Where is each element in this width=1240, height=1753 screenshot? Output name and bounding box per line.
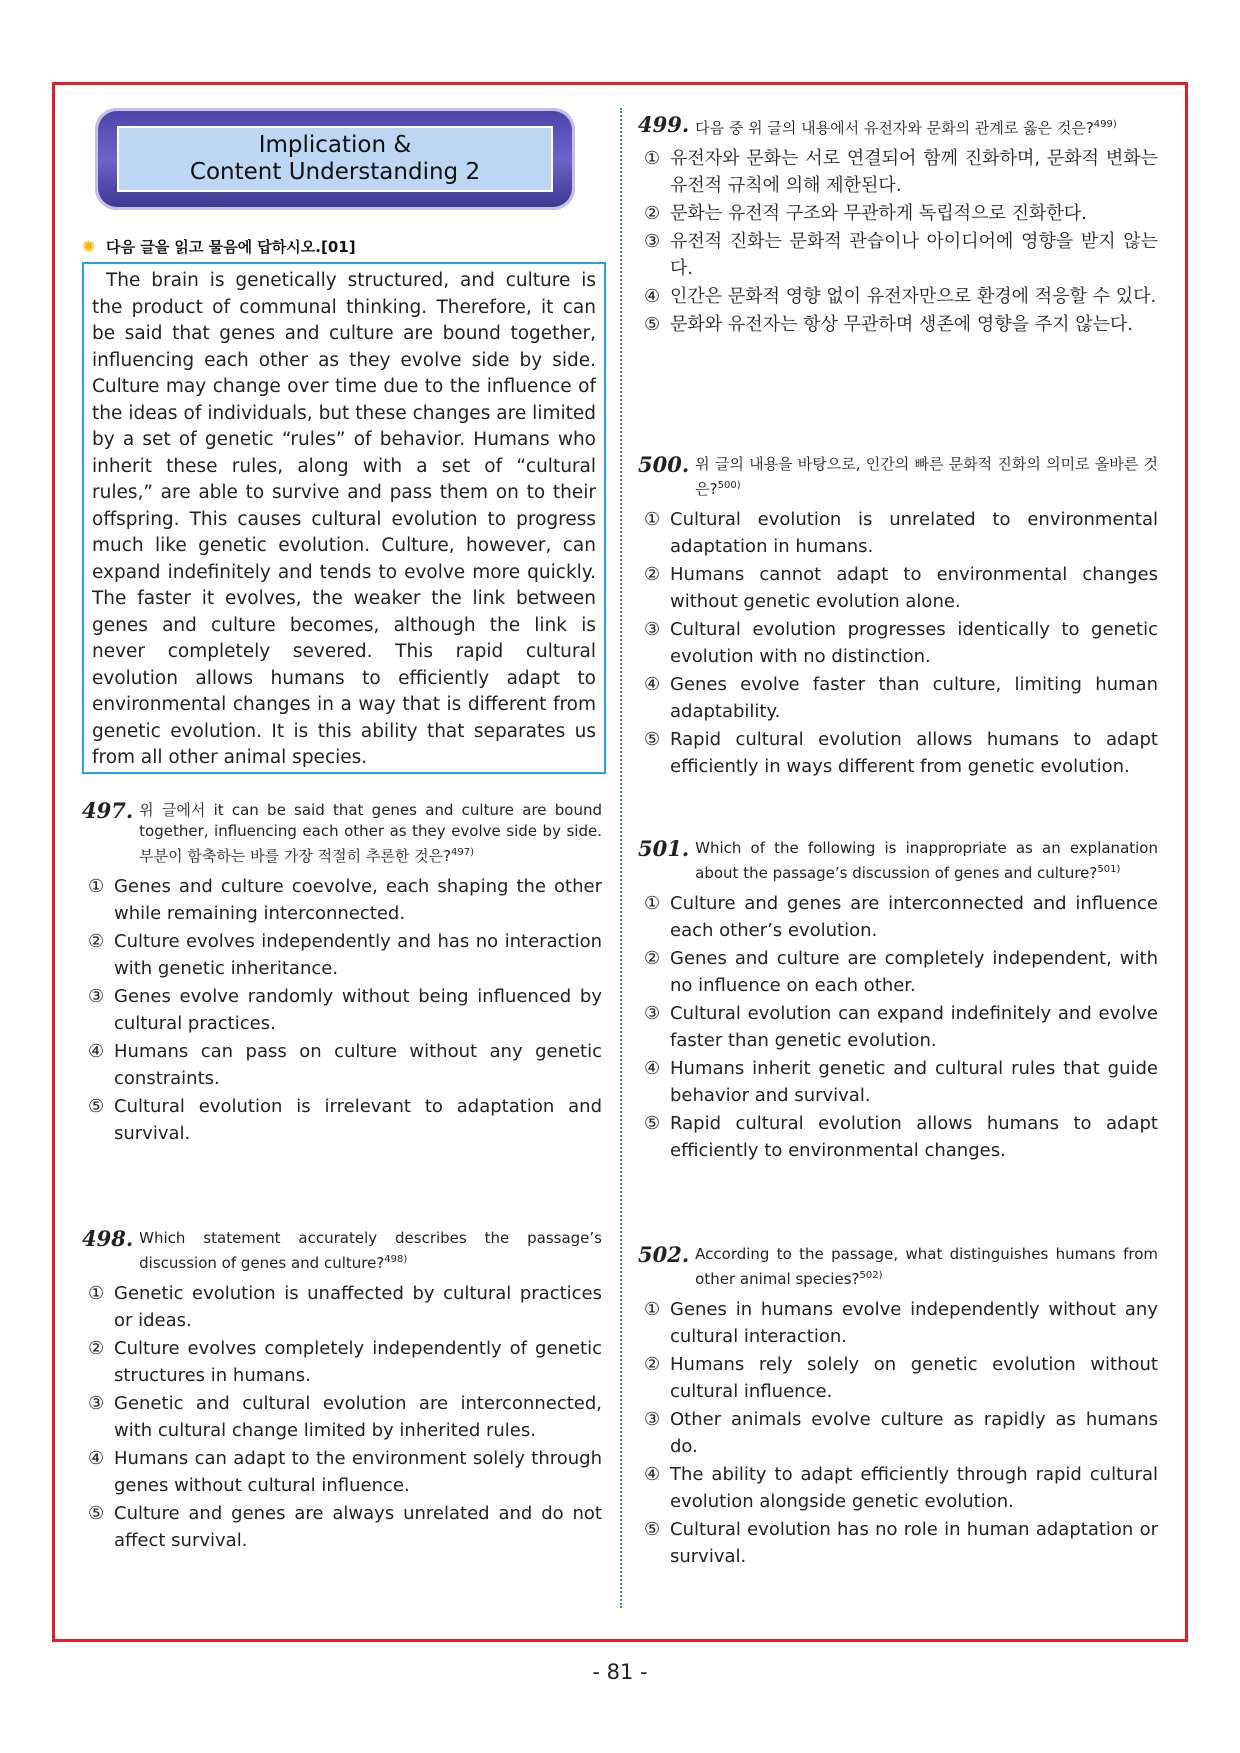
instruction-text: 다음 글을 읽고 물음에 답하시오.[01] — [106, 238, 356, 256]
question-ref: 499) — [1093, 119, 1117, 130]
option-item[interactable]: ① Genes and culture coevolve, each shaping the other while remaining interconnected. — [88, 876, 602, 924]
option-item[interactable]: ③ Cultural evolution progresses identically to genetic evolution with no distinction. — [644, 619, 1158, 667]
question-text: 다음 중 위 글의 내용에서 유전자와 문화의 관계로 옳은 것은?$^{499)}$ — [695, 119, 1117, 137]
question-number: 502. — [638, 1242, 690, 1267]
question-text: Which statement accurately describes the passage’s discussion of genes and culture?$^{498)}$ — [139, 1229, 602, 1272]
question-ref: 498) — [384, 1254, 408, 1265]
reading-passage — [82, 262, 606, 774]
question-500 — [638, 454, 1158, 781]
question-text: Which of the following is inappropriate as an explanation about the passage’s discussion of genes and culture?$^{501)}$ — [695, 839, 1158, 882]
question-number: 501. — [638, 836, 690, 861]
question-ref: 500) — [717, 480, 741, 491]
question-text: 위 글의 내용을 바탕으로, 인간의 빠른 문화적 진화의 의미로 올바른 것은?$^{500)}$ — [695, 455, 1158, 498]
option-item[interactable]: ① 유전자와 문화는 서로 연결되어 함께 진화하며, 문화적 변화는 유전적 규칙에 의해 제한된다. — [644, 148, 1158, 196]
question-497 — [82, 800, 602, 1148]
option-item[interactable]: ③ Genetic and cultural evolution are interconnected, with cultural change limited by inherited rules. — [88, 1393, 602, 1441]
option-item[interactable]: ② 문화는 유전적 구조와 무관하게 독립적으로 진화한다. — [644, 203, 1087, 224]
option-list — [638, 145, 1158, 338]
option-item[interactable]: ② Culture evolves independently and has no interaction with genetic inheritance. — [88, 931, 602, 979]
option-list — [82, 873, 602, 1147]
option-item[interactable]: ① Cultural evolution is unrelated to environmental adaptation in humans. — [644, 509, 1158, 557]
option-list — [638, 506, 1158, 780]
column-divider — [620, 108, 622, 1608]
option-item[interactable]: ① Genetic evolution is unaffected by cultural practices or ideas. — [88, 1283, 602, 1331]
question-499 — [638, 114, 1158, 339]
option-item[interactable]: ④ Humans inherit genetic and cultural rules that guide behavior and survival. — [644, 1058, 1158, 1106]
option-list — [638, 1296, 1158, 1570]
option-item[interactable]: ② Humans cannot adapt to environmental changes without genetic evolution alone. — [644, 564, 1158, 612]
section-title-badge — [95, 108, 575, 210]
option-item[interactable]: ③ Cultural evolution can expand indefinitely and evolve faster than genetic evolution. — [644, 1003, 1158, 1051]
option-item[interactable]: ③ 유전적 진화는 문화적 관습이나 아이디어에 영향을 받지 않는다. — [644, 231, 1158, 279]
option-list — [82, 1280, 602, 1554]
section-title-line2: Content Understanding 2 — [189, 159, 481, 185]
option-item[interactable]: ② Culture evolves completely independently of genetic structures in humans. — [88, 1338, 602, 1386]
instruction — [82, 236, 356, 257]
question-number: 498. — [82, 1226, 134, 1251]
option-item[interactable]: ④ The ability to adapt efficiently through rapid cultural evolution alongside genetic evolution. — [644, 1464, 1158, 1512]
option-item[interactable]: ② Genes and culture are completely independent, with no influence on each other. — [644, 948, 1158, 996]
option-item[interactable]: ⑤ Rapid cultural evolution allows humans to adapt efficiently to environmental changes. — [644, 1113, 1158, 1161]
question-number: 500. — [638, 452, 690, 477]
section-title-line1: Implication & — [258, 132, 412, 158]
question-text: According to the passage, what distinguishes humans from other animal species?$^{502)}$ — [695, 1245, 1158, 1288]
option-item[interactable]: ⑤ 문화와 유전자는 항상 무관하며 생존에 영향을 주지 않는다. — [644, 314, 1134, 335]
question-502 — [638, 1244, 1158, 1571]
option-item[interactable]: ① Culture and genes are interconnected and influence each other’s evolution. — [644, 893, 1158, 941]
flower-icon: ✺ — [82, 236, 96, 256]
question-ref: 502) — [859, 1270, 883, 1281]
option-item[interactable]: ⑤ Cultural evolution is irrelevant to adaptation and survival. — [88, 1096, 602, 1144]
page-number: - 81 - — [592, 1660, 648, 1684]
question-number: 499. — [638, 112, 690, 137]
option-item[interactable]: ④ Genes evolve faster than culture, limiting human adaptability. — [644, 674, 1158, 722]
option-item[interactable]: ⑤ Culture and genes are always unrelated and do not affect survival. — [88, 1503, 602, 1551]
passage-text: The brain is genetically structured, and culture is the product of communal thinking. Therefore, it can be said that genes and culture are bound together, influencing each other as they evolve side by side. Culture may change over time due to the influence of the ideas of individuals, but these changes are limited by a set of genetic “rules” of behavior. Humans who inherit these rules, along with a set of “cultural rules,” are able to survive and pass them on to their offspring. This causes cultural evolution to progress much like genetic evolution. Culture, however, can expand indefinitely and tends to evolve more quickly. The faster it evolves, the weaker the link between genes and culture becomes, although the link is never completely severed. This rapid cultural evolution allows humans to efficiently adapt to environmental changes in a way that is different from genetic evolution. It is this ability that separates us from all other animal species. — [92, 270, 596, 768]
question-501 — [638, 838, 1158, 1165]
option-item[interactable]: ③ Other animals evolve culture as rapidly as humans do. — [644, 1409, 1158, 1457]
section-title — [117, 126, 553, 192]
question-498 — [82, 1228, 602, 1555]
question-ref: 501) — [1097, 864, 1121, 875]
option-item[interactable]: ⑤ Cultural evolution has no role in human adaptation or survival. — [644, 1519, 1158, 1567]
option-item[interactable]: ③ Genes evolve randomly without being influenced by cultural practices. — [88, 986, 602, 1034]
option-item[interactable]: ④ Humans can pass on culture without any genetic constraints. — [88, 1041, 602, 1089]
question-text: 위 글에서 it can be said that genes and culture are bound together, influencing each other as they evolve side by side. 부분이 함축하는 바를 가장 적절히 추론한 것은?$^{497)}$ — [139, 801, 602, 865]
option-item[interactable]: ⑤ Rapid cultural evolution allows humans to adapt efficiently in ways different from genetic evolution. — [644, 729, 1158, 777]
option-item[interactable]: ② Humans rely solely on genetic evolution without cultural influence. — [644, 1354, 1158, 1402]
question-ref: 497) — [451, 847, 475, 858]
option-list — [638, 890, 1158, 1164]
option-item[interactable]: ① Genes in humans evolve independently without any cultural interaction. — [644, 1299, 1158, 1347]
option-item[interactable]: ④ 인간은 문화적 영향 없이 유전자만으로 환경에 적응할 수 있다. — [644, 286, 1157, 307]
question-number: 497. — [82, 798, 134, 823]
option-item[interactable]: ④ Humans can adapt to the environment solely through genes without cultural influence. — [88, 1448, 602, 1496]
